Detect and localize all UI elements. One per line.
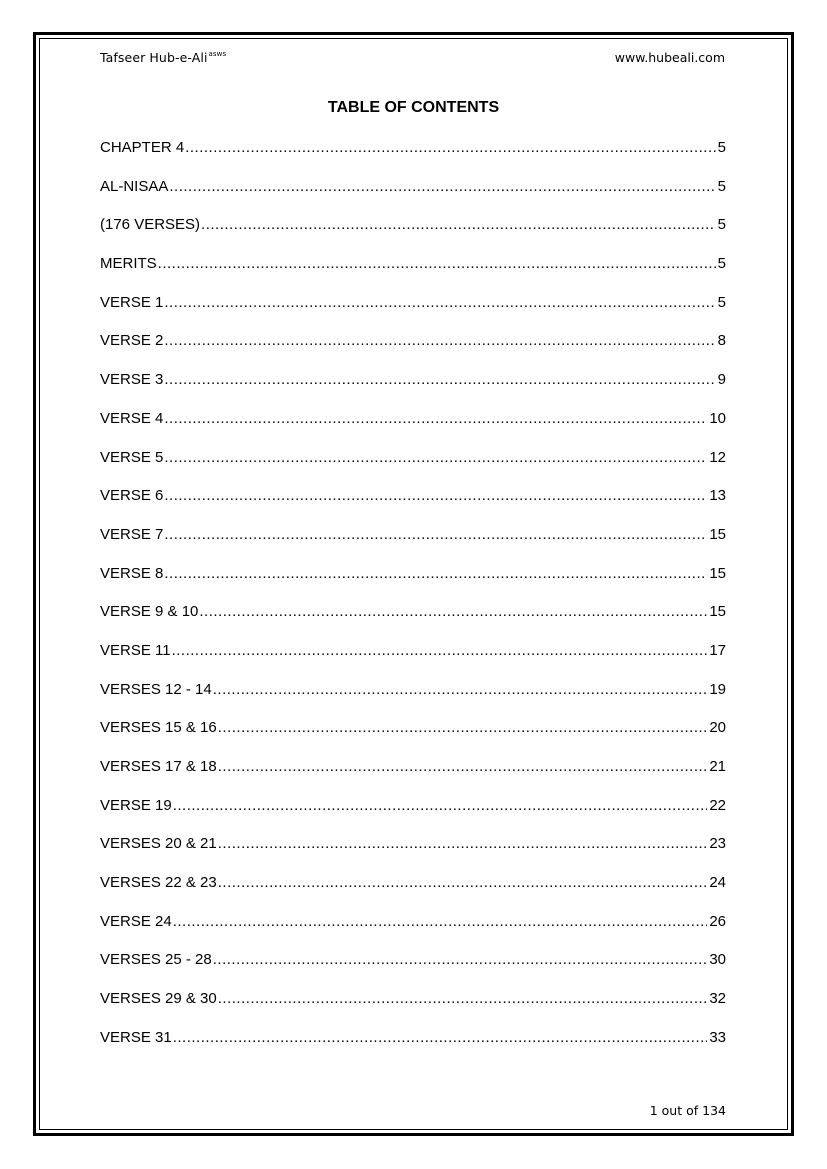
toc-entry-page: 26 (709, 912, 726, 930)
toc-entry-label: VERSES 25 - 28 (100, 951, 212, 969)
toc-entry-label: VERSES 29 & 30 (100, 990, 217, 1008)
toc-entry[interactable] (100, 1028, 726, 1067)
toc-entry-page: 13 (709, 487, 726, 505)
toc-entry[interactable] (100, 448, 726, 487)
toc-entry-label: VERSE 1 (100, 293, 164, 311)
toc-entry[interactable] (100, 718, 726, 757)
toc-entry-leader (164, 486, 707, 506)
toc-entry[interactable] (100, 331, 726, 370)
toc-entry-label: (176 VERSES) (100, 216, 201, 234)
toc-entry-label: VERSE 24 (100, 912, 172, 930)
toc-entry[interactable] (100, 602, 726, 641)
toc-entry[interactable] (100, 293, 726, 332)
toc-entry-label: VERSES 17 & 18 (100, 758, 217, 775)
toc-entry-page: 5 (717, 177, 726, 195)
toc-entry-page: 17 (709, 641, 726, 659)
toc-entry-page: 8 (717, 332, 726, 350)
toc-entry-leader (164, 564, 707, 584)
toc-entry-page: 9 (717, 371, 726, 389)
toc-entry-leader (213, 680, 708, 700)
toc-entry[interactable] (100, 370, 726, 409)
toc-entry[interactable] (100, 873, 726, 912)
toc-entry-page: 30 (709, 951, 726, 969)
toc-entry[interactable] (100, 796, 726, 835)
toc-entry-page: 15 (709, 525, 726, 543)
toc-entry-label: VERSES 15 & 16 (100, 719, 217, 737)
header-title (100, 50, 226, 65)
toc-entry-label: AL-NISAA (100, 177, 169, 195)
toc-entry-page: 15 (709, 603, 726, 621)
toc-list (100, 138, 726, 1067)
toc-entry-page: 15 (709, 564, 726, 582)
toc-entry-page: 20 (709, 719, 726, 737)
toc-entry[interactable] (100, 409, 726, 448)
toc-entry-label: VERSE 7 (100, 525, 164, 543)
toc-entry-leader (218, 989, 708, 1009)
toc-entry-label: VERSE 5 (100, 448, 164, 466)
toc-entry[interactable] (100, 912, 726, 951)
toc-entry[interactable] (100, 177, 726, 216)
toc-entry-leader (164, 331, 715, 351)
toc-entry-label: VERSE 31 (100, 1028, 172, 1046)
toc-entry-label: VERSE 6 (100, 487, 164, 505)
toc-entry[interactable] (100, 525, 726, 564)
header-title-text: Tafseer Hub-e-Ali (100, 50, 208, 65)
toc-entry-leader (164, 409, 707, 429)
toc-entry-leader (201, 215, 716, 235)
toc-entry-page: 32 (709, 990, 726, 1008)
toc-entry-label: VERSE 19 (100, 796, 172, 814)
toc-entry-leader (173, 1028, 708, 1048)
toc-entry-page: 12 (709, 448, 726, 466)
toc-entry-label: VERSES 12 - 14 (100, 680, 212, 698)
toc-entry-label: VERSES 22 & 23 (100, 874, 217, 892)
toc-entry-page: 5 (717, 293, 726, 311)
toc-entry-leader (173, 912, 708, 932)
toc-entry-leader (218, 834, 708, 854)
toc-entry-page: 10 (709, 409, 726, 427)
toc-entry-label: VERSE 8 (100, 564, 164, 582)
toc-entry[interactable] (100, 215, 726, 254)
toc-entry-leader (164, 448, 707, 468)
toc-entry[interactable] (100, 989, 726, 1028)
toc-entry-leader (164, 525, 707, 545)
toc-entry-page: 5 (717, 216, 726, 234)
toc-entry-label: VERSE 4 (100, 409, 164, 427)
toc-entry-label: VERSE 9 & 10 (100, 603, 199, 621)
toc-entry[interactable] (100, 254, 726, 293)
toc-entry-leader (218, 873, 708, 893)
footer-page-indicator: 1 out of 134 (649, 1103, 726, 1118)
toc-entry[interactable] (100, 680, 726, 719)
toc-entry-leader (172, 641, 708, 661)
toc-entry-page: 5 (717, 139, 726, 156)
toc-entry-page: 5 (717, 255, 726, 273)
toc-entry-leader (218, 757, 708, 777)
toc-entry-page: 33 (709, 1028, 726, 1046)
toc-entry-leader (213, 950, 708, 970)
header-website[interactable]: www.hubeali.com (614, 50, 725, 65)
toc-entry-page: 24 (709, 874, 726, 892)
toc-entry-page: 22 (709, 796, 726, 814)
toc-entry[interactable] (100, 834, 726, 873)
toc-entry[interactable] (100, 564, 726, 603)
toc-entry-leader (164, 370, 715, 390)
toc-entry-leader (218, 718, 708, 738)
toc-entry-leader (173, 796, 708, 816)
toc-entry-leader (158, 254, 716, 274)
toc-entry-label: VERSE 3 (100, 371, 164, 389)
toc-entry-page: 21 (709, 758, 726, 775)
toc-entry-page: 19 (709, 680, 726, 698)
toc-entry-label: VERSE 11 (100, 641, 171, 659)
toc-entry[interactable] (100, 757, 726, 796)
toc-entry[interactable] (100, 486, 726, 525)
toc-heading: TABLE OF CONTENTS (327, 99, 500, 116)
toc-entry-page: 23 (709, 835, 726, 853)
toc-entry-leader (164, 293, 715, 313)
toc-entry-label: MERITS (100, 255, 157, 273)
toc-entry-leader (185, 138, 715, 158)
toc-entry[interactable] (100, 641, 726, 680)
toc-entry-leader (199, 602, 707, 622)
toc-entry[interactable] (100, 138, 726, 177)
toc-entry-leader (169, 177, 715, 197)
toc-entry-label: CHAPTER 4 (100, 139, 185, 156)
toc-entry[interactable] (100, 950, 726, 989)
toc-entry-label: VERSE 2 (100, 332, 164, 350)
toc-entry-label: VERSES 20 & 21 (100, 835, 217, 853)
header-title-superscript: asws (208, 50, 227, 58)
